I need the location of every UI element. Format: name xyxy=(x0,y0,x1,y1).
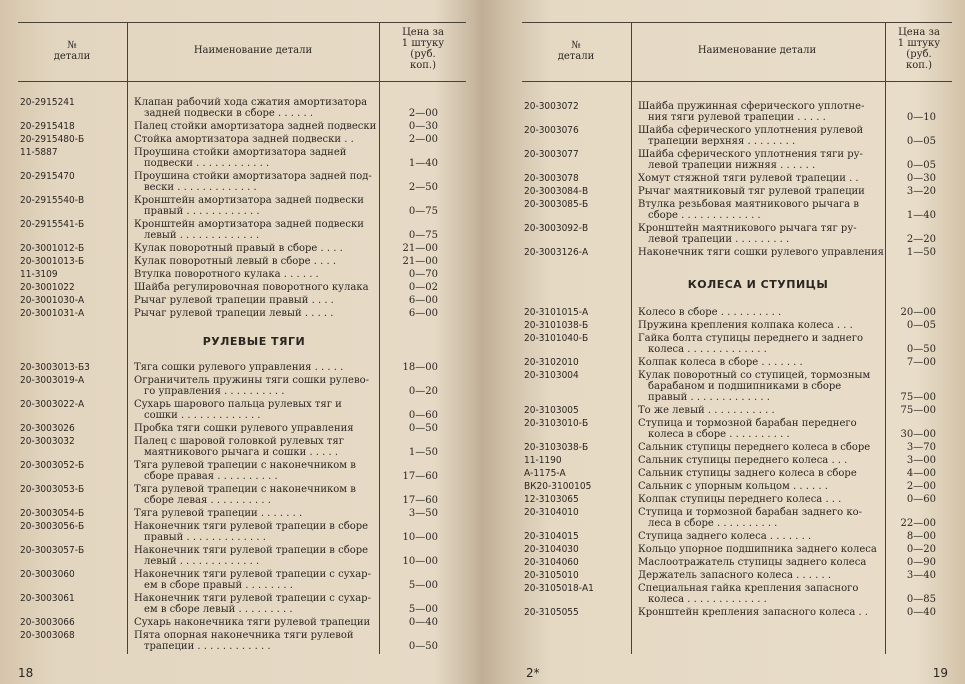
part-number: 20-3003084-В xyxy=(524,186,589,197)
part-name: колеса . . . . . . . . . . . . . xyxy=(648,594,767,605)
part-price: 0—75 xyxy=(408,230,438,241)
part-name: леса в сборе . . . . . . . . . . xyxy=(648,518,778,529)
page-number-left: 18 xyxy=(18,666,34,680)
right-page xyxy=(522,22,952,684)
part-name: правый . . . . . . . . . . . . . xyxy=(144,532,266,543)
part-name: Колпак ступицы переднего колеса . . . xyxy=(638,494,842,505)
table-header xyxy=(18,23,466,82)
part-price: 0—40 xyxy=(906,607,936,618)
part-price: 0—50 xyxy=(906,344,936,355)
part-number: 20-2915241 xyxy=(20,97,75,108)
part-number: 20-3103010-Б xyxy=(524,418,589,429)
signature-mark: 2* xyxy=(526,666,540,680)
part-number: 20-3003019-А xyxy=(20,375,85,386)
part-price: 3—20 xyxy=(906,186,936,197)
part-price: 0—05 xyxy=(906,160,936,171)
part-number: 20-3003078 xyxy=(524,173,579,184)
part-price: 20—00 xyxy=(900,307,936,318)
part-name: Тяга рулевой трапеции . . . . . . . xyxy=(134,508,303,519)
part-name: Клапан рабочий хода сжатия амортизатора xyxy=(134,97,368,108)
part-number: 20-3003068 xyxy=(20,630,75,641)
part-name: сборе левая . . . . . . . . . . xyxy=(144,495,271,506)
part-name: го управления . . . . . . . . . . xyxy=(144,386,285,397)
parts-table-left xyxy=(18,22,466,654)
part-price: 0—10 xyxy=(906,112,936,123)
part-name: трапеции верхняя . . . . . . . . xyxy=(648,136,796,147)
part-number: 20-3003085-Б xyxy=(524,199,589,210)
header-price: Цена за 1 штуку (руб. коп.) xyxy=(897,27,941,71)
part-number: 12-3103065 xyxy=(524,494,579,505)
part-name: Проушина стойки амортизатора задней xyxy=(134,147,347,158)
part-price: 0—30 xyxy=(408,121,438,132)
part-name: ем в сборе левый . . . . . . . . . xyxy=(144,604,293,615)
part-price: 75—00 xyxy=(900,392,936,403)
part-name: Ограничитель пружины тяги сошки рулево- xyxy=(134,375,369,386)
section-title: РУЛЕВЫЕ ТЯГИ xyxy=(202,335,306,348)
part-number: 20-3105018-А1 xyxy=(524,583,594,594)
part-number: 20-3001012-Б xyxy=(20,243,85,254)
part-price: 0—02 xyxy=(408,282,438,293)
page-number-right: 19 xyxy=(932,666,948,680)
part-name: ем в сборе правый . . . . . . . . xyxy=(144,580,293,591)
part-number: 20-3003032 xyxy=(20,436,75,447)
part-name: Колпак колеса в сборе . . . . . . . xyxy=(638,357,803,368)
part-price: 3—00 xyxy=(906,455,936,466)
part-name: Наконечник тяги сошки рулевого управления xyxy=(638,247,884,258)
part-price: 0—20 xyxy=(906,544,936,555)
part-price: 0—85 xyxy=(906,594,936,605)
header-part-number: № детали xyxy=(53,40,91,62)
part-name: Пята опорная наконечника тяги рулевой xyxy=(134,630,354,641)
part-price: 0—05 xyxy=(906,136,936,147)
part-name: колеса . . . . . . . . . . . . . xyxy=(648,344,767,355)
part-number: 20-3101015-А xyxy=(524,307,589,318)
part-name: левой трапеции нижняя . . . . . . xyxy=(648,160,816,171)
part-price: 2—00 xyxy=(408,108,438,119)
part-number: 20-2915541-Б xyxy=(20,219,85,230)
part-name: Ступица и тормозной барабан заднего ко- xyxy=(638,507,862,518)
part-price: 17—60 xyxy=(402,471,438,482)
part-name: задней подвески в сборе . . . . . . xyxy=(144,108,313,119)
part-price: 2—00 xyxy=(408,134,438,145)
part-number: 20-3104010 xyxy=(524,507,579,518)
part-price: 5—00 xyxy=(408,604,438,615)
part-name: сборе правая . . . . . . . . . . xyxy=(144,471,278,482)
part-number: 20-3104030 xyxy=(524,544,579,555)
part-price: 10—00 xyxy=(402,532,438,543)
part-name: правый . . . . . . . . . . . . xyxy=(144,206,260,217)
part-price: 3—40 xyxy=(906,570,936,581)
part-number: 20-3102010 xyxy=(524,357,579,368)
part-name: правый . . . . . . . . . . . . . xyxy=(648,392,770,403)
part-name: Специальная гайка крепления запасного xyxy=(638,583,859,594)
part-price: 0—75 xyxy=(408,206,438,217)
part-number: 20-3105010 xyxy=(524,570,579,581)
part-price: 18—00 xyxy=(402,362,438,373)
part-number: 20-3003066 xyxy=(20,617,75,628)
column-divider xyxy=(631,23,632,654)
part-name: Палец с шаровой головкой рулевых тяг xyxy=(134,436,344,447)
part-number: 20-3003052-Б xyxy=(20,460,85,471)
part-number: 20-3001031-А xyxy=(20,308,85,319)
part-number: 20-2915418 xyxy=(20,121,75,132)
part-name: Втулка резьбовая маятникового рычага в xyxy=(638,199,860,210)
part-price: 1—50 xyxy=(906,247,936,258)
part-name: Кронштейн амортизатора задней подвески xyxy=(134,219,364,230)
part-name: Наконечник тяги рулевой трапеции в сборе xyxy=(134,521,369,532)
part-name: Кронштейн маятникового рычага тяг ру- xyxy=(638,223,857,234)
part-name: Шайба сферического уплотнения рулевой xyxy=(638,125,864,136)
part-number: 20-3003061 xyxy=(20,593,75,604)
part-number: 20-3003126-А xyxy=(524,247,589,258)
part-price: 0—50 xyxy=(408,641,438,652)
header-part-name: Наименование детали xyxy=(193,45,313,56)
part-name: Рычаг рулевой трапеции левый . . . . . xyxy=(134,308,334,319)
part-name: Сальник ступицы переднего колеса в сборе xyxy=(638,442,871,453)
header-part-number: № детали xyxy=(557,40,595,62)
part-number: 20-2915480-Б xyxy=(20,134,85,145)
part-name: Тяга рулевой трапеции с наконечником в xyxy=(134,484,356,495)
part-price: 0—90 xyxy=(906,557,936,568)
part-price: 1—50 xyxy=(408,447,438,458)
part-name: Проушина стойки амортизатора задней под- xyxy=(134,171,372,182)
part-name: левый . . . . . . . . . . . . . xyxy=(144,556,260,567)
part-name: Ступица и тормозной барабан переднего xyxy=(638,418,857,429)
part-price: 3—70 xyxy=(906,442,936,453)
part-price: 0—05 xyxy=(906,320,936,331)
part-number: 20-3001013-Б xyxy=(20,256,85,267)
part-price: 4—00 xyxy=(906,468,936,479)
part-price: 0—40 xyxy=(408,617,438,628)
part-number: 20-3001030-А xyxy=(20,295,85,306)
section-title: КОЛЕСА И СТУПИЦЫ xyxy=(687,278,829,291)
part-price: 8—00 xyxy=(906,531,936,542)
part-name: Сухарь шарового пальца рулевых тяг и xyxy=(134,399,342,410)
part-number: 20-3104060 xyxy=(524,557,579,568)
part-price: 2—00 xyxy=(906,481,936,492)
part-number: 11-1190 xyxy=(524,455,562,466)
part-name: Пробка тяги сошки рулевого управления xyxy=(134,423,354,434)
part-name: барабаном и подшипниками в сборе xyxy=(648,381,842,392)
part-name: Кольцо упорное подшипника заднего колеса xyxy=(638,544,877,555)
part-name: маятникового рычага и сошки . . . . . xyxy=(144,447,339,458)
part-name: левой трапеции . . . . . . . . . xyxy=(648,234,790,245)
part-name: Шайба регулировочная поворотного кулака xyxy=(134,282,369,293)
part-price: 2—50 xyxy=(408,182,438,193)
part-number: 20-3103038-Б xyxy=(524,442,589,453)
part-name: Гайка болта ступицы переднего и заднего xyxy=(638,333,863,344)
part-name: Тяга сошки рулевого управления . . . . . xyxy=(134,362,344,373)
part-price: 0—30 xyxy=(906,173,936,184)
part-name: Наконечник тяги рулевой трапеции с сухар- xyxy=(134,593,371,604)
part-price: 7—00 xyxy=(906,357,936,368)
part-number: 20-3003057-Б xyxy=(20,545,85,556)
part-price: 17—60 xyxy=(402,495,438,506)
part-price: 6—00 xyxy=(408,308,438,319)
part-name: Кулак поворотный со ступицей, тормозным xyxy=(638,370,871,381)
part-name: колеса в сборе . . . . . . . . . . xyxy=(648,429,790,440)
part-name: Шайба сферического уплотнения тяги ру- xyxy=(638,149,863,160)
part-number: 20-3003076 xyxy=(524,125,579,136)
part-name: подвески . . . . . . . . . . . . xyxy=(144,158,270,169)
part-price: 0—60 xyxy=(906,494,936,505)
part-name: Сальник с упорным кольцом . . . . . . xyxy=(638,481,828,492)
left-page xyxy=(18,22,466,684)
part-price: 1—40 xyxy=(408,158,438,169)
part-name: Палец стойки амортизатора задней подвески xyxy=(134,121,377,132)
part-price: 21—00 xyxy=(402,243,438,254)
part-name: Наконечник тяги рулевой трапеции в сборе xyxy=(134,545,369,556)
part-price: 0—60 xyxy=(408,410,438,421)
part-price: 0—70 xyxy=(408,269,438,280)
header-price: Цена за 1 штуку (руб. коп.) xyxy=(401,27,445,71)
part-number: 20-3003022-А xyxy=(20,399,85,410)
part-number: 20-3003056-Б xyxy=(20,521,85,532)
part-name: Стойка амортизатора задней подвески . . xyxy=(134,134,354,145)
part-number: 11-3109 xyxy=(20,269,58,280)
part-name: Маслоотражатель ступицы заднего колеса xyxy=(638,557,867,568)
part-name: Кронштейн амортизатора задней подвески xyxy=(134,195,364,206)
part-number: 20-3003013-Б3 xyxy=(20,362,90,373)
part-number: 20-3003054-Б xyxy=(20,508,85,519)
part-name: Хомут стяжной тяги рулевой трапеции . . xyxy=(638,173,859,184)
part-name: Шайба пружинная сферического уплотне- xyxy=(638,101,865,112)
part-price: 0—20 xyxy=(408,386,438,397)
parts-table-right xyxy=(522,22,952,654)
part-price: 5—00 xyxy=(408,580,438,591)
part-number: 20-3003077 xyxy=(524,149,579,160)
part-name: Тяга рулевой трапеции с наконечником в xyxy=(134,460,356,471)
part-name: Ступица заднего колеса . . . . . . . xyxy=(638,531,812,542)
part-name: Рычаг маятниковый тяг рулевой трапеции xyxy=(638,186,865,197)
part-price: 3—50 xyxy=(408,508,438,519)
part-name: Пружина крепления колпака колеса . . . xyxy=(638,320,853,331)
part-number: 20-3003072 xyxy=(524,101,579,112)
header-part-name: Наименование детали xyxy=(697,45,817,56)
part-name: Держатель запасного колеса . . . . . . xyxy=(638,570,832,581)
part-price: 0—50 xyxy=(408,423,438,434)
part-name: Втулка поворотного кулака . . . . . . xyxy=(134,269,319,280)
part-number: 20-3003092-В xyxy=(524,223,589,234)
part-number: 20-2915540-В xyxy=(20,195,85,206)
part-name: ния тяги рулевой трапеции . . . . . xyxy=(648,112,826,123)
part-number: 20-3103005 xyxy=(524,405,579,416)
part-name: Сухарь наконечника тяги рулевой трапеции xyxy=(134,617,371,628)
part-name: Кронштейн крепления запасного колеса . . xyxy=(638,607,868,618)
part-name: Сальник ступицы заднего колеса в сборе xyxy=(638,468,857,479)
part-number: 20-3101038-Б xyxy=(524,320,589,331)
part-number: 20-3105055 xyxy=(524,607,579,618)
part-name: Сальник ступицы переднего колеса . . . xyxy=(638,455,848,466)
part-number: 20-3003060 xyxy=(20,569,75,580)
part-name: Колесо в сборе . . . . . . . . . . xyxy=(638,307,782,318)
part-number: 20-3003053-Б xyxy=(20,484,85,495)
part-number: А-1175-А xyxy=(524,468,566,479)
part-name: Кулак поворотный левый в сборе . . . . xyxy=(134,256,337,267)
part-number: ВК20-3100105 xyxy=(524,481,592,492)
part-number: 20-2915470 xyxy=(20,171,75,182)
part-name: То же левый . . . . . . . . . . . xyxy=(638,405,775,416)
part-price: 21—00 xyxy=(402,256,438,267)
part-price: 1—40 xyxy=(906,210,936,221)
part-name: Наконечник тяги рулевой трапеции с сухар- xyxy=(134,569,371,580)
part-name: Рычаг рулевой трапеции правый . . . . xyxy=(134,295,334,306)
part-name: вески . . . . . . . . . . . . . xyxy=(144,182,257,193)
part-number: 20-3001022 xyxy=(20,282,75,293)
table-header xyxy=(522,23,952,82)
part-price: 75—00 xyxy=(900,405,936,416)
part-name: трапеции . . . . . . . . . . . . xyxy=(144,641,271,652)
part-number: 11-5887 xyxy=(20,147,58,158)
part-price: 10—00 xyxy=(402,556,438,567)
part-number: 20-3103004 xyxy=(524,370,579,381)
part-number: 20-3101040-Б xyxy=(524,333,589,344)
part-name: Кулак поворотный правый в сборе . . . . xyxy=(134,243,343,254)
part-name: сошки . . . . . . . . . . . . . xyxy=(144,410,261,421)
part-price: 30—00 xyxy=(900,429,936,440)
part-price: 2—20 xyxy=(906,234,936,245)
part-name: левый . . . . . . . . . . . . . xyxy=(144,230,260,241)
part-number: 20-3104015 xyxy=(524,531,579,542)
part-price: 6—00 xyxy=(408,295,438,306)
part-price: 22—00 xyxy=(900,518,936,529)
part-number: 20-3003026 xyxy=(20,423,75,434)
part-name: сборе . . . . . . . . . . . . . xyxy=(648,210,761,221)
